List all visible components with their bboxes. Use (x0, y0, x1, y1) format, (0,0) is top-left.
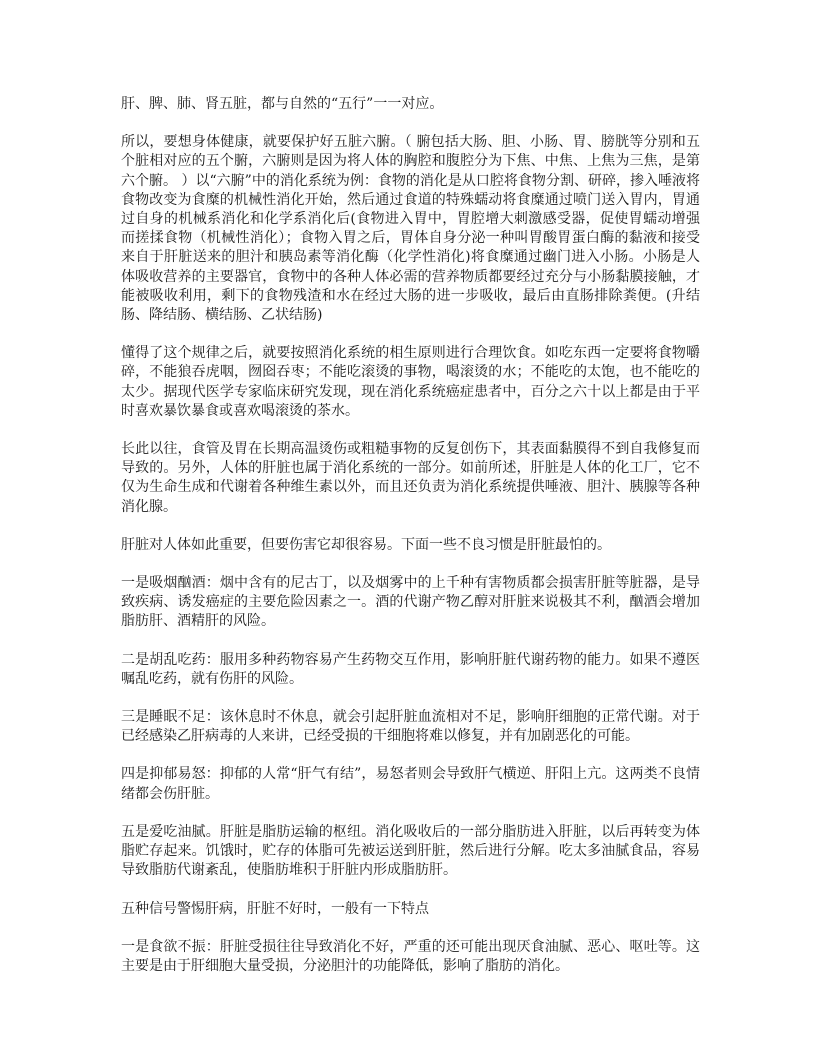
paragraph-emotions: 四是抑郁易怒：抑郁的人常“肝气有结”，易怒者则会导致肝气横逆、肝阳上亢。这两类不良情绪都会伤肝脏。 (121, 766, 700, 802)
paragraph-digestive-system: 所以，要想身体健康，就要保护好五脏六腑。（ 腑包括大肠、胆、小肠、胃、膀胱等分别和五个脏相对应的五个腑，六腑则是因为将人体的胸腔和腹腔分为下焦、中焦、上焦为三焦，是第六个腑。 ）以“六腑”中的消化系统为例：食物的消化是从口腔将食物分割、研碎，掺入唾液将食物改变为食糜的机械性消化开始，然后通过食道的特殊蠕动将食糜通过喷门送入胃内，胃通过自身的机械系消化和化学系消化后(食物进入胃中，胃腔增大刺激感受器，促使胃蠕动增强而搓揉食物（机械性消化）；食物入胃之后，胃体自身分泌一种叫胃酸胃蛋白酶的黏液和接受来自于肝脏送来的胆汁和胰岛素等消化酶（化学性消化)将食糜通过幽门进入小肠。小肠是人体吸收营养的主要器官，食物中的各种人体必需的营养物质都要经过充分与小肠黏膜接触，才能被吸收利用，剩下的食物残渣和水在经过大肠的进一步吸收，最后由直肠排除粪便。(升结肠、降结肠、横结肠、乙状结肠) (121, 134, 700, 324)
paragraph-greasy-food: 五是爱吃油腻。肝脏是脂肪运输的枢纽。消化吸收后的一部分脂肪进入肝脏，以后再转变为体脂贮存起来。饥饿时，贮存的体脂可先被运送到肝脏，然后进行分解。吃太多油腻食品，容易导致脂肪代谢紊乱，使脂肪堆积于肝脏内形成脂肪肝。 (121, 823, 700, 879)
paragraph-five-elements: 肝、脾、肺、肾五脏，都与自然的“五行”一一对应。 (121, 96, 444, 112)
paragraph-warning-signs: 五种信号警惕肝病，肝脏不好时，一般有一下特点 (121, 900, 429, 917)
paragraph-sleep: 三是睡眠不足：该休息时不休息，就会引起肝脏血流相对不足，影响肝细胞的正常代谢。对于已经感染乙肝病毒的人来讲，已经受损的干细胞将难以修复，并有加剧恶化的可能。 (121, 709, 700, 745)
paragraph-liver-role: 长此以往，食管及胃在长期高温烫伤或粗糙事物的反复创伤下，其表面黏膜得不到自我修复而导致的。另外，人体的肝脏也属于消化系统的一部分。如前所述，肝脏是人体的化工厂，它不仅为生命生成和代谢着各种维生素以外，而且还负责为消化系统提供唾液、胆汁、胰腺等各种消化腺。 (121, 441, 700, 515)
paragraph-eating-habits: 懂得了这个规律之后，就要按照消化系统的相生原则进行合理饮食。如吃东西一定要将食物嚼碎，不能狼吞虎咽，囫囵吞枣；不能吃滚烫的事物，喝滚烫的水；不能吃的太饱，也不能吃的太少。据现代医学专家临床研究发现，现在消化系统癌症患者中，百分之六十以上都是由于平时喜欢暴饮暴食或喜欢喝滚烫的茶水。 (121, 345, 700, 419)
document-body (121, 95, 700, 995)
paragraph-medication: 二是胡乱吃药：服用多种药物容易产生药物交互作用，影响肝脏代谢药物的能力。如果不遵医嘱乱吃药，就有伤肝的风险。 (121, 651, 700, 687)
paragraph-appetite: 一是食欲不振：肝脏受损往往导致消化不好，严重的还可能出现厌食油腻、恶心、呕吐等。这主要是由于肝细胞大量受损，分泌胆汁的功能降低，影响了脂肪的消化。 (121, 938, 700, 974)
paragraph-bad-habits-intro: 肝脏对人体如此重要，但要伤害它却很容易。下面一些不良习惯是肝脏最怕的。 (121, 536, 611, 553)
paragraph-smoking-drinking: 一是吸烟酗酒：烟中含有的尼古丁，以及烟雾中的上千种有害物质都会损害肝脏等脏器，是导致疾病、诱发癌症的主要危险因素之一。酒的代谢产物乙醇对肝脏来说极其不利，酗酒会增加脂肪肝、酒精肝的风险。 (121, 575, 700, 630)
